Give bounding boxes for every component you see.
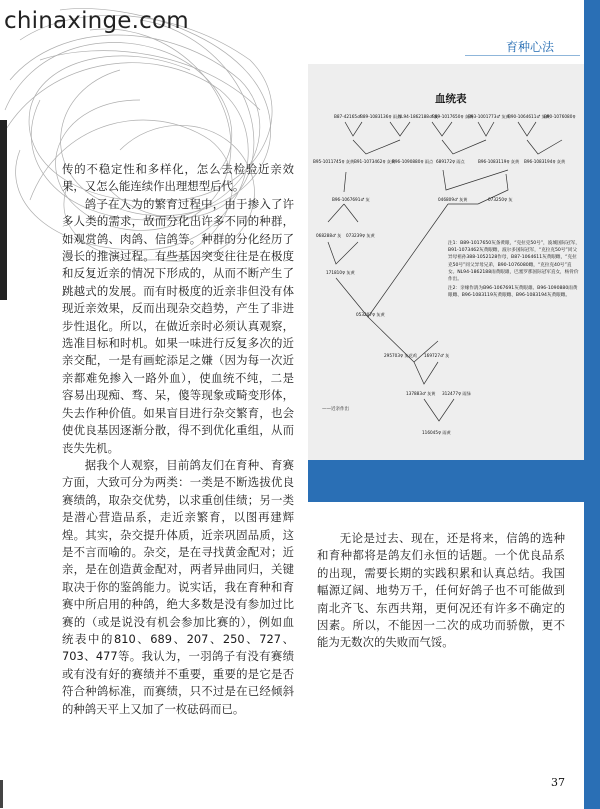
pedigree-node: 116045♀ 雨黄: [422, 430, 451, 435]
pedigree-node: B90-1076080♀: [544, 114, 576, 119]
pedigree-node: NL94-1862188♂ 灰: [398, 114, 439, 119]
pedigree-node: 068288♂ 灰: [316, 233, 342, 238]
pedigree-title: 血统表: [435, 93, 467, 105]
pedigree-node: B89-1017650♀ 灰黄: [432, 114, 474, 119]
paragraph: 鸽子在人为的繁育过程中，由于掺入了许多人类的需求，故而分化出许多不同的种群，如观赏鸽、肉鸽、信鸽等。种群的分化经历了漫长的推演过程。有些基因突变往往是在极度和反复近亲的情况下形成的，从而不断产生了跳越式的发展。而有时极度的近亲非但没有体现近亲效果，反而出现杂交趋势，产生了非进步性退化。所以，在做近亲时必须认真观察，选准目标和时机。如果一味进行反复多次的近亲交配，一是有画蛇添足之嫌（因为每一次近亲都难免掺入一路外血），使血统不纯，二是容易出现痴、骛、呆，傻等现象或畸变形体，失去作种价值。如果盲目进行杂交繁育，也会使优良基因逐渐分散，得不到优化重组，从而丧失先机。: [62, 196, 294, 455]
site-watermark: chinaxinge.com: [4, 8, 189, 34]
pedigree-node: B96-1090880♀ 雨点: [392, 159, 434, 164]
page-number: 37: [551, 776, 565, 789]
pedigree-node: B89-1083136♀ 雨点: [360, 114, 402, 119]
pedigree-node: B90-1064611♂ 灰黄: [508, 114, 550, 119]
blue-band: [308, 460, 584, 502]
pedigree-node: B93-1001773♂ 灰黄: [468, 114, 510, 119]
paragraph: 传的不稳定性和多样化，怎么去检验近亲效果，又怎么能连续作出理想型后代。: [62, 162, 294, 194]
pedigree-node: B96-1083194♀ 灰黄: [524, 159, 566, 164]
pedigree-node: 073250♀ 灰: [488, 197, 513, 202]
pedigree-notes-wrap: [448, 240, 580, 380]
pedigree-node: 169727♂ 灰: [424, 353, 450, 358]
pedigree-node: B96-1083119♀ 灰黄: [478, 159, 520, 164]
pedigree-node: 689172♀ 雨点: [436, 159, 465, 164]
pedigree-node: 073239♀ 灰黄: [346, 233, 375, 238]
left-edge-bar: [0, 120, 7, 300]
pedigree-node: 053207♀ 灰黄: [356, 312, 385, 317]
pedigree-node: B87-42165♂: [334, 114, 361, 119]
pedigree-note-2: 注2：亲缘作鸽为B96-1067691灰黄眼雄、B96-1090880雨黄眼雌、B96-1083119灰黄眼雌、B96-1083194灰黄眼雌。: [448, 286, 578, 299]
pedigree-node: B96-1067691♂ 灰: [332, 197, 370, 202]
pedigree-chart: [308, 64, 584, 460]
pedigree-node: 137883♂ 灰黄: [406, 391, 436, 396]
pedigree-node: B95-1011745♀ 灰黄: [313, 159, 355, 164]
pedigree-node: 046809♂ 灰黄: [438, 197, 468, 202]
bottom-edge-mark: [0, 780, 3, 808]
pedigree-legend: ——近亲作出: [322, 407, 349, 412]
pedigree-node: 312477♀ 雨绿: [442, 391, 471, 396]
pedigree-node: B91-1073462♀ 灰黄: [354, 159, 396, 164]
paragraph: 无论是过去、现在，还是将来，信鸽的选种和育种都将是鸽友们永恒的话题。一个优良品系的出现，需要长期的实践积累和认真总结。我国幅源辽阔、地势万千，任何好鸽子也不可能做到南北齐飞、东西共翔，更何况还有许多不确定的因素。所以，不能因一二次的成功而骄傲，更不能为无数次的失败而气馁。: [317, 531, 565, 650]
pedigree-svg: [308, 64, 584, 460]
pedigree-node: 171810♀ 灰黄: [326, 270, 355, 275]
left-column-text: [62, 161, 294, 718]
right-column-text: [317, 530, 565, 652]
pedigree-node: 295703♀ 灰花鸡: [384, 353, 417, 358]
section-tag: 育种心法: [506, 40, 555, 54]
right-color-rail: [584, 0, 600, 809]
section-tag-rule: [465, 55, 580, 56]
pedigree-note-1: 注1：B89-1017650灰条黄眼，“克拉克50号”，波城国际冠军，B91-1073462灰黄眼雌，波尔多国际冠军，“克拉克50号”同父异母祖孙388-1052128作母，B87-1064611灰黄眼雌，“克拉克50号”同父异母兄弟，B90-1076080雌，“克拉克40号”直女。NL94-1862188雨黄眼雄，巴塞罗那国际冠军直女，杨骨价作出。: [448, 241, 580, 283]
paragraph: 据我个人观察，目前鸽友们在育种、育赛方面，大致可分为两类：一类是不断选拔优良赛绩鸽，取杂交优势，以求重创佳绩；另一类是潜心营造品系，走近亲繁育，以图再建辉煌。其实，杂交提升体质，近亲巩固品质，这是不言而喻的。杂交，是在寻找黄金配对；近亲，是在创造黄金配对，两者异曲同归，关键取决于你的鉴鸽能力。说实话，我在育种和育赛中所启用的种鸽，绝大多数是没有参加过比赛的（或是说没有机会参加比赛的），例如血统表中的810、689、207、250、727、703、477等。我认为，一羽鸽子有没有赛绩或有没有好的赛绩并不重要，重要的是它是否符合种鸽标准，而赛绩，只不过是在已经倾斜的种鸽天平上又加了一枚砝码而已。: [62, 457, 294, 716]
